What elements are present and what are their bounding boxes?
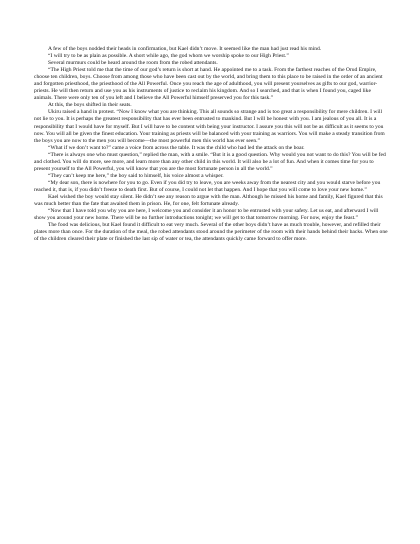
paragraph: Kael wished the boy would stay silent. He didn’t see any reason to argue with the man. Although he missed his home and family, Kael figured that this was much better than the fate that awaited them in prison. He, for one, felt fortunate already. [34,193,383,208]
paragraph: The food was delicious, but Kael found it difficult to eat very much. Several of the other boys didn’t have as much trouble, however, and refilled their plates more than once. For the duration of the meal, the robed attendants stood around the perimeter of the room with their hands behind their backs. When one of the children cleared their plate or finished the last sip of water or tea, the attendants quickly came forward to offer more. [34,222,388,243]
paragraph: “There is always one who must question,” replied the man, with a smile. “But it is a good question. Why would you not want to do this? You will be fed and clothed. You will do more, see more, and learn more than any other child in this world. It will also be a lot of fun. And when it comes time for you to present yourself to the All Powerful, you will know that you are the most fortunate person in all the world.” [34,151,386,172]
paragraph: “They can’t keep me here,” the boy said to himself, his voice almost a whisper. [48,172,224,179]
paragraph: “My dear son, there is nowhere for you to go. Even if you did try to leave, you are weeks away from the nearest city and you would starve before you reached it, that is, if you didn’t freeze to death first. But of course, I could not let that happen. And I hope that you will come to love your new home.” [34,179,381,193]
book-page [34,46,390,243]
paragraph: “What if we don’t want to?” came a voice from across the table. It was the child who had led the attack on the boar. [48,144,305,151]
paragraph: Ukiru raised a hand in protest. “Now I know what you are thinking. This all sounds so strange and is too great a responsibility for mere children. I will not lie to you. It is perhaps the greatest responsibility that has ever been entrusted to mankind. But I will be honest with you. I am jealous of you all. It is a responsibility that I would have for myself. But I will have to be content with being your instructor. I assure you this will not be as difficult as it seems to you now. You will all be given the finest education. Your training as priests will be balanced with your training as warriors. You will make a steady transition from the boys you are now to the men you will become—the most powerful men this world has ever seen.” [34,109,385,144]
paragraph: Several murmurs could be heard around the room from the robed attendants. [48,60,218,67]
paragraph: “Now that I have told you why you are here, I welcome you and consider it an honor to be entrusted with your safety. Let us eat, and afterward I will show you around your new home. There will be no further introductions tonight; we will get to that tomorrow morning. For now, enjoy the feast.” [34,208,379,222]
paragraph: “The High Priest told me that the time of our god’s return is short at hand. He appointed me to a task. From the farthest reaches of the Orud Empire, choose ten children, boys. Choose from among those who have been cast out by the world, and bring them to this place to be raised in the order of an ancient and forgotten priesthood, the priesthood of the All Powerful. Once you reach the age of adulthood, you will present yourselves as gifts to our god, warrior-priests. He will then return and use you as his instruments of justice to reclaim his kingdom. And so I searched, and that is when I found you, caged like animals. There were only ten of you left and I believe the All Powerful himself preserved you for this task.” [34,67,383,102]
paragraph: “I will try to be as plain as possible. A short while ago, the god whom we worship spoke to our High Priest.” [48,53,289,60]
paragraph: At this, the boys shifted in their seats. [48,102,132,109]
paragraph: A few of the boys nodded their heads in confirmation, but Kael didn’t move. It seemed like the man had just read his mind. [48,46,322,52]
